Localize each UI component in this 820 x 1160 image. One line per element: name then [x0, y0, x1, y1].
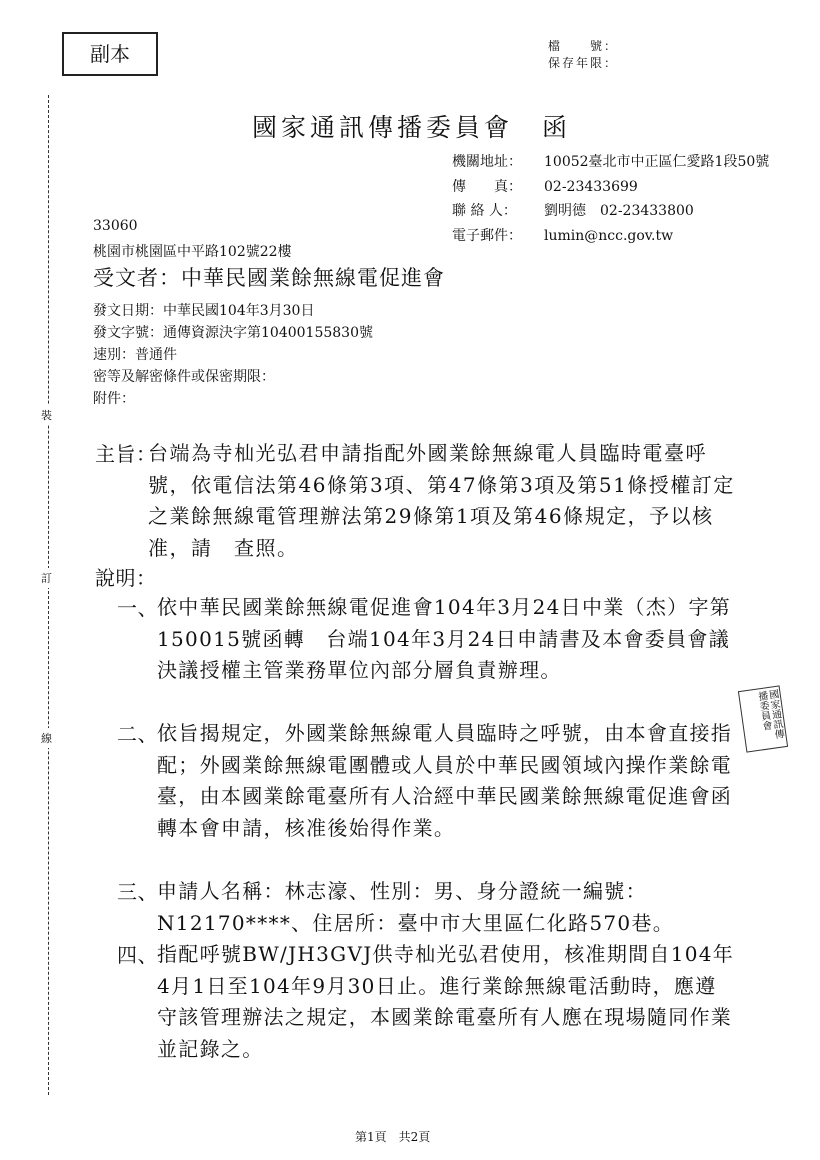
subject-label: 主旨： [95, 442, 157, 466]
seal-stamp [738, 685, 788, 752]
explanation-item-3 [117, 876, 737, 939]
binding-line [48, 95, 49, 1095]
recipient-postal-code: 33060 [93, 218, 138, 234]
agency-info [452, 150, 769, 248]
document-title: 國家通訊傳播委員會 函 [252, 113, 572, 142]
delivery-speed: 速別：普通件 [93, 347, 177, 363]
binding-mark-1: 裝 [41, 405, 52, 425]
subject-section [95, 438, 735, 564]
copy-mark: 副本 [90, 42, 130, 66]
recipient-address: 桃園市桃園區中平路102號22樓 [93, 244, 292, 260]
item-text: 依中華民國業餘無線電促進會104年3月24日中業（杰）字第150015號函轉 台端104年3月24日申請書及本會委員會議決議授權主管業務單位內部分層負責辦理。 [157, 595, 732, 682]
explanation-label: 說明： [95, 566, 157, 590]
address-label: 機關地址： [452, 154, 522, 170]
item-number: 一、 [117, 596, 158, 620]
document-number: 發文字號：通傳資源決字第10400155830號 [93, 325, 373, 341]
attachments: 附件： [93, 391, 135, 407]
item-number: 四、 [117, 943, 158, 967]
email-label: 電子郵件： [452, 227, 522, 244]
document-meta [93, 300, 373, 410]
agency-contact: 劉明德 02-23433800 [544, 203, 694, 219]
explanation-item-1 [117, 592, 737, 687]
fax-label: 傳 真： [452, 178, 522, 195]
explanation-item-2 [117, 718, 737, 844]
binding-mark-3: 線 [41, 728, 52, 748]
recipient-label: 受文者：中華民國業餘無線電促進會 [93, 266, 445, 290]
agency-fax: 02-23433699 [544, 178, 638, 195]
subject-text: 台端為寺杣光弘君申請指配外國業餘無線電人員臨時電臺呼號，依電信法第46條第3項、第47條第3項及第51條授權訂定之業餘無線電管理辦法第29條第1項及第46條規定，予以核准，請 查照。 [148, 441, 735, 560]
secrecy-level: 密等及解密條件或保密期限： [93, 369, 275, 385]
binding-mark-2: 訂 [41, 568, 52, 588]
stamp-text: 國家通訊傳播委員會 [755, 688, 784, 740]
explanation-item-4 [117, 939, 737, 1065]
copy-mark-box [62, 32, 158, 76]
item-number: 二、 [117, 722, 158, 746]
retention-period-label: 保存年限： [548, 56, 619, 70]
issue-date: 發文日期：中華民國104年3月30日 [93, 303, 315, 319]
item-text: 申請人名稱：林志濠、性別：男、身分證統一編號：N12170****、住居所：臺中市大里區仁化路570巷。 [157, 879, 674, 935]
agency-email: lumin@ncc.gov.tw [544, 227, 674, 244]
item-text: 指配呼號BW/JH3GVJ供寺杣光弘君使用，核准期間自104年4月1日至104年9月30日止。進行業餘無線電活動時，應遵守該管理辦法之規定，本國業餘電臺所有人應在現場隨同作業並記錄之。 [157, 942, 735, 1061]
contact-label: 聯 絡 人： [452, 203, 517, 219]
agency-address: 10052臺北市中正區仁愛路1段50號 [544, 154, 770, 170]
page-number: 第1頁 共2頁 [355, 1130, 431, 1144]
item-number: 三、 [117, 880, 158, 904]
file-number-label: 檔 號： [548, 39, 619, 53]
item-text: 依旨揭規定，外國業餘無線電人員臨時之呼號，由本會直接指配；外國業餘無線電團體或人員於中華民國領域內操作業餘電臺，由本國業餘電臺所有人洽經中華民國業餘無線電促進會函轉本會申請，核准後始得作業。 [157, 721, 733, 840]
